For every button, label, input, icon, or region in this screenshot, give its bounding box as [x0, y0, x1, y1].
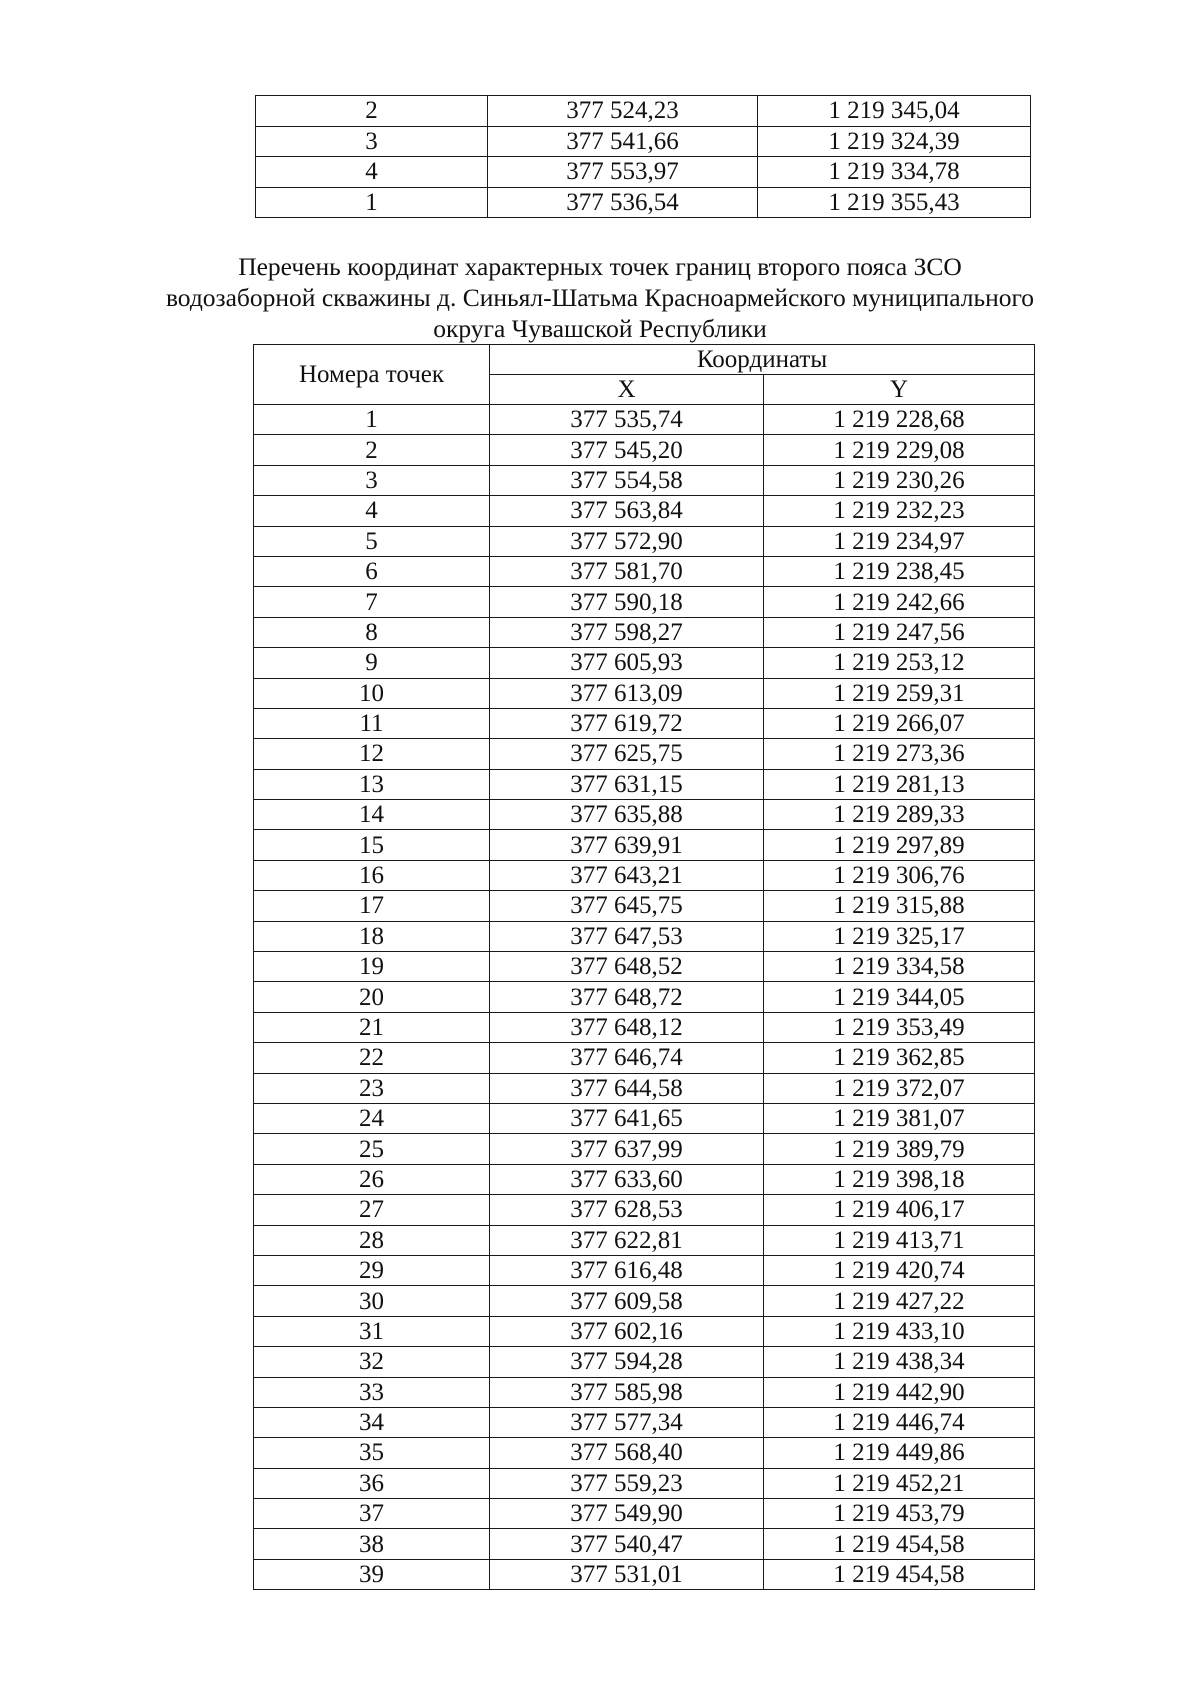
cell-x: 377 633,60 — [490, 1164, 764, 1194]
cell-x: 377 609,58 — [490, 1286, 764, 1316]
table-row — [254, 648, 1035, 678]
cell-x: 377 563,84 — [490, 496, 764, 526]
cell-x: 377 531,01 — [490, 1559, 764, 1589]
table-row — [254, 1195, 1035, 1225]
cell-x: 377 554,58 — [490, 465, 764, 495]
cell-point-number: 16 — [254, 860, 490, 890]
table-row — [254, 982, 1035, 1012]
cell-point-number: 14 — [254, 800, 490, 830]
table-body — [254, 405, 1035, 1590]
cell-x: 377 639,91 — [490, 830, 764, 860]
table-row — [254, 1316, 1035, 1346]
cell-x: 377 637,99 — [490, 1134, 764, 1164]
table-row — [254, 1438, 1035, 1468]
cell-point-number: 9 — [254, 648, 490, 678]
cell-point-number: 3 — [256, 126, 488, 157]
table-row — [254, 526, 1035, 556]
table-row — [254, 830, 1035, 860]
table-row — [254, 1499, 1035, 1529]
cell-point-number: 25 — [254, 1134, 490, 1164]
cell-point-number: 4 — [254, 496, 490, 526]
cell-x: 377 536,54 — [488, 187, 758, 218]
cell-y: 1 219 449,86 — [764, 1438, 1035, 1468]
cell-x: 377 590,18 — [490, 587, 764, 617]
header-point-numbers: Номера точек — [254, 345, 490, 405]
cell-y: 1 219 289,33 — [764, 800, 1035, 830]
cell-point-number: 11 — [254, 708, 490, 738]
cell-point-number: 21 — [254, 1012, 490, 1042]
table-header — [254, 345, 1035, 405]
header-coordinates: Координаты — [490, 345, 1035, 375]
cell-x: 377 647,53 — [490, 921, 764, 951]
cell-y: 1 219 297,89 — [764, 830, 1035, 860]
coordinates-table-continuation — [255, 95, 1031, 218]
cell-x: 377 553,97 — [488, 157, 758, 188]
caption-line: Перечень координат характерных точек границ второго пояса ЗСО — [238, 252, 962, 281]
cell-y: 1 219 452,21 — [764, 1468, 1035, 1498]
cell-x: 377 613,09 — [490, 678, 764, 708]
cell-x: 377 616,48 — [490, 1255, 764, 1285]
cell-point-number: 38 — [254, 1529, 490, 1559]
cell-point-number: 32 — [254, 1347, 490, 1377]
table-row — [256, 126, 1031, 157]
table-row — [254, 1468, 1035, 1498]
table-row — [254, 1255, 1035, 1285]
cell-point-number: 1 — [256, 187, 488, 218]
table-row — [254, 860, 1035, 890]
cell-y: 1 219 453,79 — [764, 1499, 1035, 1529]
cell-x: 377 602,16 — [490, 1316, 764, 1346]
cell-x: 377 645,75 — [490, 891, 764, 921]
cell-x: 377 646,74 — [490, 1043, 764, 1073]
table-body — [256, 96, 1031, 218]
table-row — [254, 496, 1035, 526]
cell-x: 377 619,72 — [490, 708, 764, 738]
cell-y: 1 219 362,85 — [764, 1043, 1035, 1073]
cell-point-number: 10 — [254, 678, 490, 708]
table-row — [254, 1134, 1035, 1164]
cell-x: 377 605,93 — [490, 648, 764, 678]
cell-y: 1 219 344,05 — [764, 982, 1035, 1012]
table-row — [256, 187, 1031, 218]
table-row — [254, 800, 1035, 830]
cell-x: 377 568,40 — [490, 1438, 764, 1468]
cell-y: 1 219 325,17 — [764, 921, 1035, 951]
cell-x: 377 535,74 — [490, 405, 764, 435]
cell-y: 1 219 406,17 — [764, 1195, 1035, 1225]
cell-point-number: 28 — [254, 1225, 490, 1255]
cell-y: 1 219 253,12 — [764, 648, 1035, 678]
cell-y: 1 219 229,08 — [764, 435, 1035, 465]
table-row — [254, 1286, 1035, 1316]
cell-point-number: 37 — [254, 1499, 490, 1529]
cell-y: 1 219 398,18 — [764, 1164, 1035, 1194]
cell-point-number: 36 — [254, 1468, 490, 1498]
cell-point-number: 23 — [254, 1073, 490, 1103]
cell-point-number: 20 — [254, 982, 490, 1012]
table-row — [254, 769, 1035, 799]
cell-point-number: 34 — [254, 1407, 490, 1437]
cell-x: 377 622,81 — [490, 1225, 764, 1255]
cell-point-number: 27 — [254, 1195, 490, 1225]
table-row — [254, 1103, 1035, 1133]
cell-y: 1 219 438,34 — [764, 1347, 1035, 1377]
cell-x: 377 635,88 — [490, 800, 764, 830]
cell-y: 1 219 242,66 — [764, 587, 1035, 617]
cell-x: 377 644,58 — [490, 1073, 764, 1103]
cell-point-number: 4 — [256, 157, 488, 188]
cell-y: 1 219 446,74 — [764, 1407, 1035, 1437]
cell-y: 1 219 420,74 — [764, 1255, 1035, 1285]
cell-point-number: 8 — [254, 617, 490, 647]
cell-point-number: 22 — [254, 1043, 490, 1073]
cell-point-number: 18 — [254, 921, 490, 951]
table-row — [256, 157, 1031, 188]
cell-x: 377 643,21 — [490, 860, 764, 890]
table-row — [254, 739, 1035, 769]
cell-y: 1 219 306,76 — [764, 860, 1035, 890]
cell-x: 377 631,15 — [490, 769, 764, 799]
table-row — [254, 678, 1035, 708]
cell-x: 377 648,52 — [490, 952, 764, 982]
cell-y: 1 219 234,97 — [764, 526, 1035, 556]
table-row — [254, 891, 1035, 921]
header-y: Y — [764, 375, 1035, 405]
cell-y: 1 219 334,58 — [764, 952, 1035, 982]
cell-y: 1 219 454,58 — [764, 1559, 1035, 1589]
cell-x: 377 577,34 — [490, 1407, 764, 1437]
caption-line: округа Чувашской Республики — [433, 314, 767, 343]
cell-point-number: 26 — [254, 1164, 490, 1194]
table-caption — [150, 251, 1050, 344]
table-row — [254, 1043, 1035, 1073]
cell-x: 377 648,12 — [490, 1012, 764, 1042]
cell-x: 377 572,90 — [490, 526, 764, 556]
caption-line: водозаборной скважины д. Синьял-Шатьма Красноармейского муниципального — [165, 283, 1035, 312]
table-row — [254, 556, 1035, 586]
cell-x: 377 524,23 — [488, 96, 758, 127]
cell-y: 1 219 259,31 — [764, 678, 1035, 708]
table-row — [254, 405, 1035, 435]
cell-y: 1 219 266,07 — [764, 708, 1035, 738]
cell-point-number: 5 — [254, 526, 490, 556]
cell-point-number: 13 — [254, 769, 490, 799]
cell-y: 1 219 315,88 — [764, 891, 1035, 921]
table-row — [254, 1377, 1035, 1407]
cell-x: 377 549,90 — [490, 1499, 764, 1529]
cell-point-number: 39 — [254, 1559, 490, 1589]
cell-y: 1 219 381,07 — [764, 1103, 1035, 1133]
cell-y: 1 219 281,13 — [764, 769, 1035, 799]
cell-point-number: 15 — [254, 830, 490, 860]
cell-x: 377 545,20 — [490, 435, 764, 465]
cell-y: 1 219 230,26 — [764, 465, 1035, 495]
cell-y: 1 219 247,56 — [764, 617, 1035, 647]
cell-x: 377 585,98 — [490, 1377, 764, 1407]
cell-y: 1 219 427,22 — [764, 1286, 1035, 1316]
cell-point-number: 2 — [256, 96, 488, 127]
cell-point-number: 7 — [254, 587, 490, 617]
table-row — [256, 96, 1031, 127]
cell-y: 1 219 345,04 — [758, 96, 1031, 127]
header-x: X — [490, 375, 764, 405]
cell-point-number: 30 — [254, 1286, 490, 1316]
table-row — [254, 1012, 1035, 1042]
cell-x: 377 625,75 — [490, 739, 764, 769]
cell-point-number: 29 — [254, 1255, 490, 1285]
table-row — [254, 1407, 1035, 1437]
cell-y: 1 219 232,23 — [764, 496, 1035, 526]
cell-x: 377 594,28 — [490, 1347, 764, 1377]
second-belt-coordinates-table — [253, 344, 1035, 1590]
cell-y: 1 219 238,45 — [764, 556, 1035, 586]
cell-point-number: 6 — [254, 556, 490, 586]
cell-y: 1 219 324,39 — [758, 126, 1031, 157]
table-row — [254, 1164, 1035, 1194]
cell-x: 377 559,23 — [490, 1468, 764, 1498]
cell-x: 377 540,47 — [490, 1529, 764, 1559]
cell-y: 1 219 334,78 — [758, 157, 1031, 188]
cell-y: 1 219 355,43 — [758, 187, 1031, 218]
cell-y: 1 219 273,36 — [764, 739, 1035, 769]
cell-y: 1 219 228,68 — [764, 405, 1035, 435]
cell-point-number: 1 — [254, 405, 490, 435]
table-row — [254, 952, 1035, 982]
cell-y: 1 219 442,90 — [764, 1377, 1035, 1407]
cell-point-number: 17 — [254, 891, 490, 921]
cell-y: 1 219 372,07 — [764, 1073, 1035, 1103]
table-row — [254, 587, 1035, 617]
cell-y: 1 219 389,79 — [764, 1134, 1035, 1164]
cell-x: 377 581,70 — [490, 556, 764, 586]
cell-x: 377 598,27 — [490, 617, 764, 647]
cell-point-number: 12 — [254, 739, 490, 769]
header-row — [254, 345, 1035, 375]
cell-y: 1 219 454,58 — [764, 1529, 1035, 1559]
table-row — [254, 465, 1035, 495]
cell-point-number: 31 — [254, 1316, 490, 1346]
cell-point-number: 24 — [254, 1103, 490, 1133]
cell-point-number: 35 — [254, 1438, 490, 1468]
cell-x: 377 628,53 — [490, 1195, 764, 1225]
table-row — [254, 1225, 1035, 1255]
table-row — [254, 921, 1035, 951]
cell-x: 377 541,66 — [488, 126, 758, 157]
cell-x: 377 648,72 — [490, 982, 764, 1012]
table-row — [254, 1347, 1035, 1377]
table-row — [254, 1073, 1035, 1103]
cell-y: 1 219 353,49 — [764, 1012, 1035, 1042]
cell-point-number: 19 — [254, 952, 490, 982]
cell-point-number: 2 — [254, 435, 490, 465]
table-row — [254, 617, 1035, 647]
table-row — [254, 1559, 1035, 1589]
cell-y: 1 219 413,71 — [764, 1225, 1035, 1255]
table-row — [254, 708, 1035, 738]
cell-point-number: 33 — [254, 1377, 490, 1407]
table-row — [254, 435, 1035, 465]
table-row — [254, 1529, 1035, 1559]
cell-x: 377 641,65 — [490, 1103, 764, 1133]
cell-y: 1 219 433,10 — [764, 1316, 1035, 1346]
cell-point-number: 3 — [254, 465, 490, 495]
